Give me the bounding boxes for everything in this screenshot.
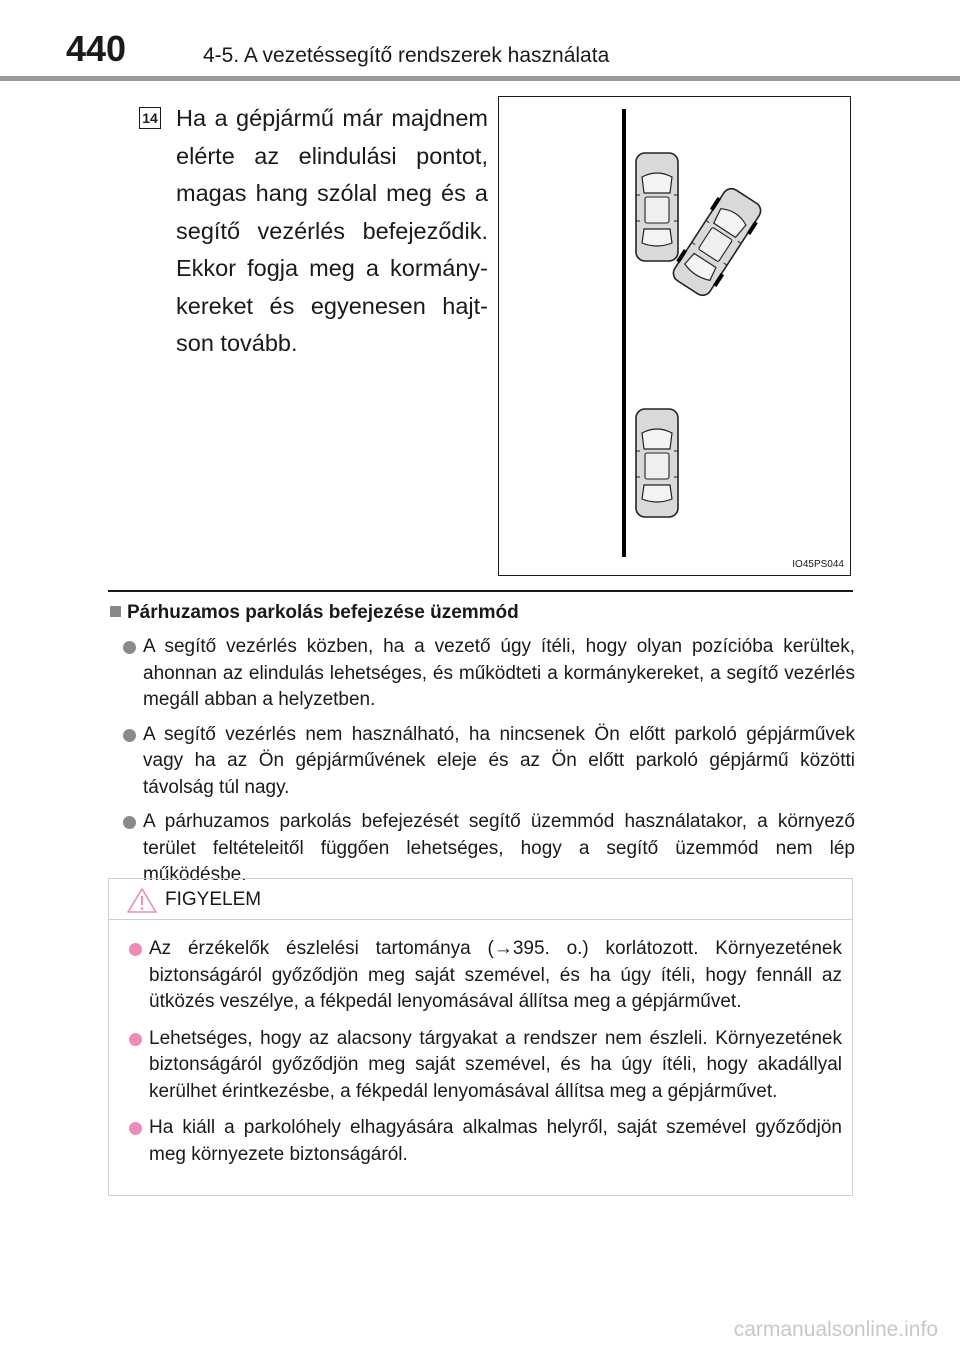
step-description: Ha a gépjármű már majdnem elérte az elindulási pontot, magas hang szólal meg és a segítő vezérlés befejeződik. Ekkor fogja meg a kormánykereket és egyenesen hajtson tovább.: [176, 105, 488, 356]
list-item: [110, 722, 855, 802]
warning-triangle-icon: [126, 887, 158, 914]
warning-item: [109, 1026, 842, 1106]
warning-item-text: Ha kiáll a parkolóhely elhagyására alkalmas helyről, saját szemével győződjön meg környezete biztonságáról.: [149, 1117, 842, 1165]
warning-box: [108, 878, 853, 1196]
warning-title: FIGYELEM: [165, 889, 262, 910]
list-item-text: A segítő vezérlés közben, ha a vezető úgy ítéli, hogy olyan pozícióba kerültek, ahonnan az elindulás lehetséges, és működteti a kormánykereket, a segítő vezérlés megáll abban a helyzetben.: [143, 636, 855, 710]
section-divider: [108, 590, 853, 592]
warning-item: [109, 936, 842, 1016]
warning-item-text: Lehetséges, hogy az alacsony tárgyakat a rendszer nem észleli. Környezetének biztonságáról győződjön meg saját szemével, és ha úgy ítéli, hogy akadállyal kerülhet érintkezésbe, a fékpedál lenyomásával állítsa meg a gépjárművet.: [149, 1027, 842, 1102]
list-item: [110, 634, 855, 714]
warning-item-text: Az érzékelők észlelési tartománya (→395. o.) korlátozott. Környezetének biztonságáról győződjön meg saját szemével, és ha úgy ítéli, hogy fennáll az ütközés veszélye, a fékpedál lenyomásával állítsa meg a gépjárművet.: [149, 938, 842, 1012]
header-divider: [0, 76, 960, 81]
parked-car-rear: [636, 409, 678, 517]
subsection: [110, 600, 855, 889]
parking-illustration: [498, 96, 851, 576]
warning-header: [109, 879, 852, 920]
warning-item: [109, 1115, 842, 1168]
list-item: [110, 809, 855, 889]
section-title: 4-5. A vezetéssegítő rendszerek használata: [203, 44, 610, 67]
warning-body: [109, 920, 852, 1168]
list-item-text: A segítő vezérlés nem használható, ha nincsenek Ön előtt parkoló gépjárművek vagy ha az Ön gépjárművének eleje és az Ön előtt parkoló gépjármű közötti távolság túl nagy.: [143, 723, 855, 798]
bullet-dot-icon: [123, 729, 136, 742]
bullet-dot-icon: [129, 943, 142, 956]
bullet-dot-icon: [129, 1033, 142, 1046]
page-number: 440: [66, 28, 127, 69]
watermark: carmanualsonline.info: [733, 1318, 938, 1341]
parked-car-front: [636, 153, 678, 261]
bullet-dot-icon: [123, 641, 136, 654]
bullet-dot-icon: [123, 816, 136, 829]
subsection-heading: [110, 600, 855, 626]
step-number-badge: 14: [139, 107, 161, 129]
bullet-dot-icon: [129, 1122, 142, 1135]
figure-code: IO45PS044: [792, 559, 844, 570]
subsection-heading-text: Párhuzamos parkolás befejezése üzemmód: [127, 602, 519, 623]
list-item-text: A párhuzamos parkolás befejezését segítő üzemmód használatakor, a környező terület feltételeitől függően lehetséges, hogy a segítő üzemmód nem lép működésbe.: [143, 811, 855, 885]
parking-diagram: [499, 97, 850, 575]
square-bullet-icon: [110, 606, 121, 617]
